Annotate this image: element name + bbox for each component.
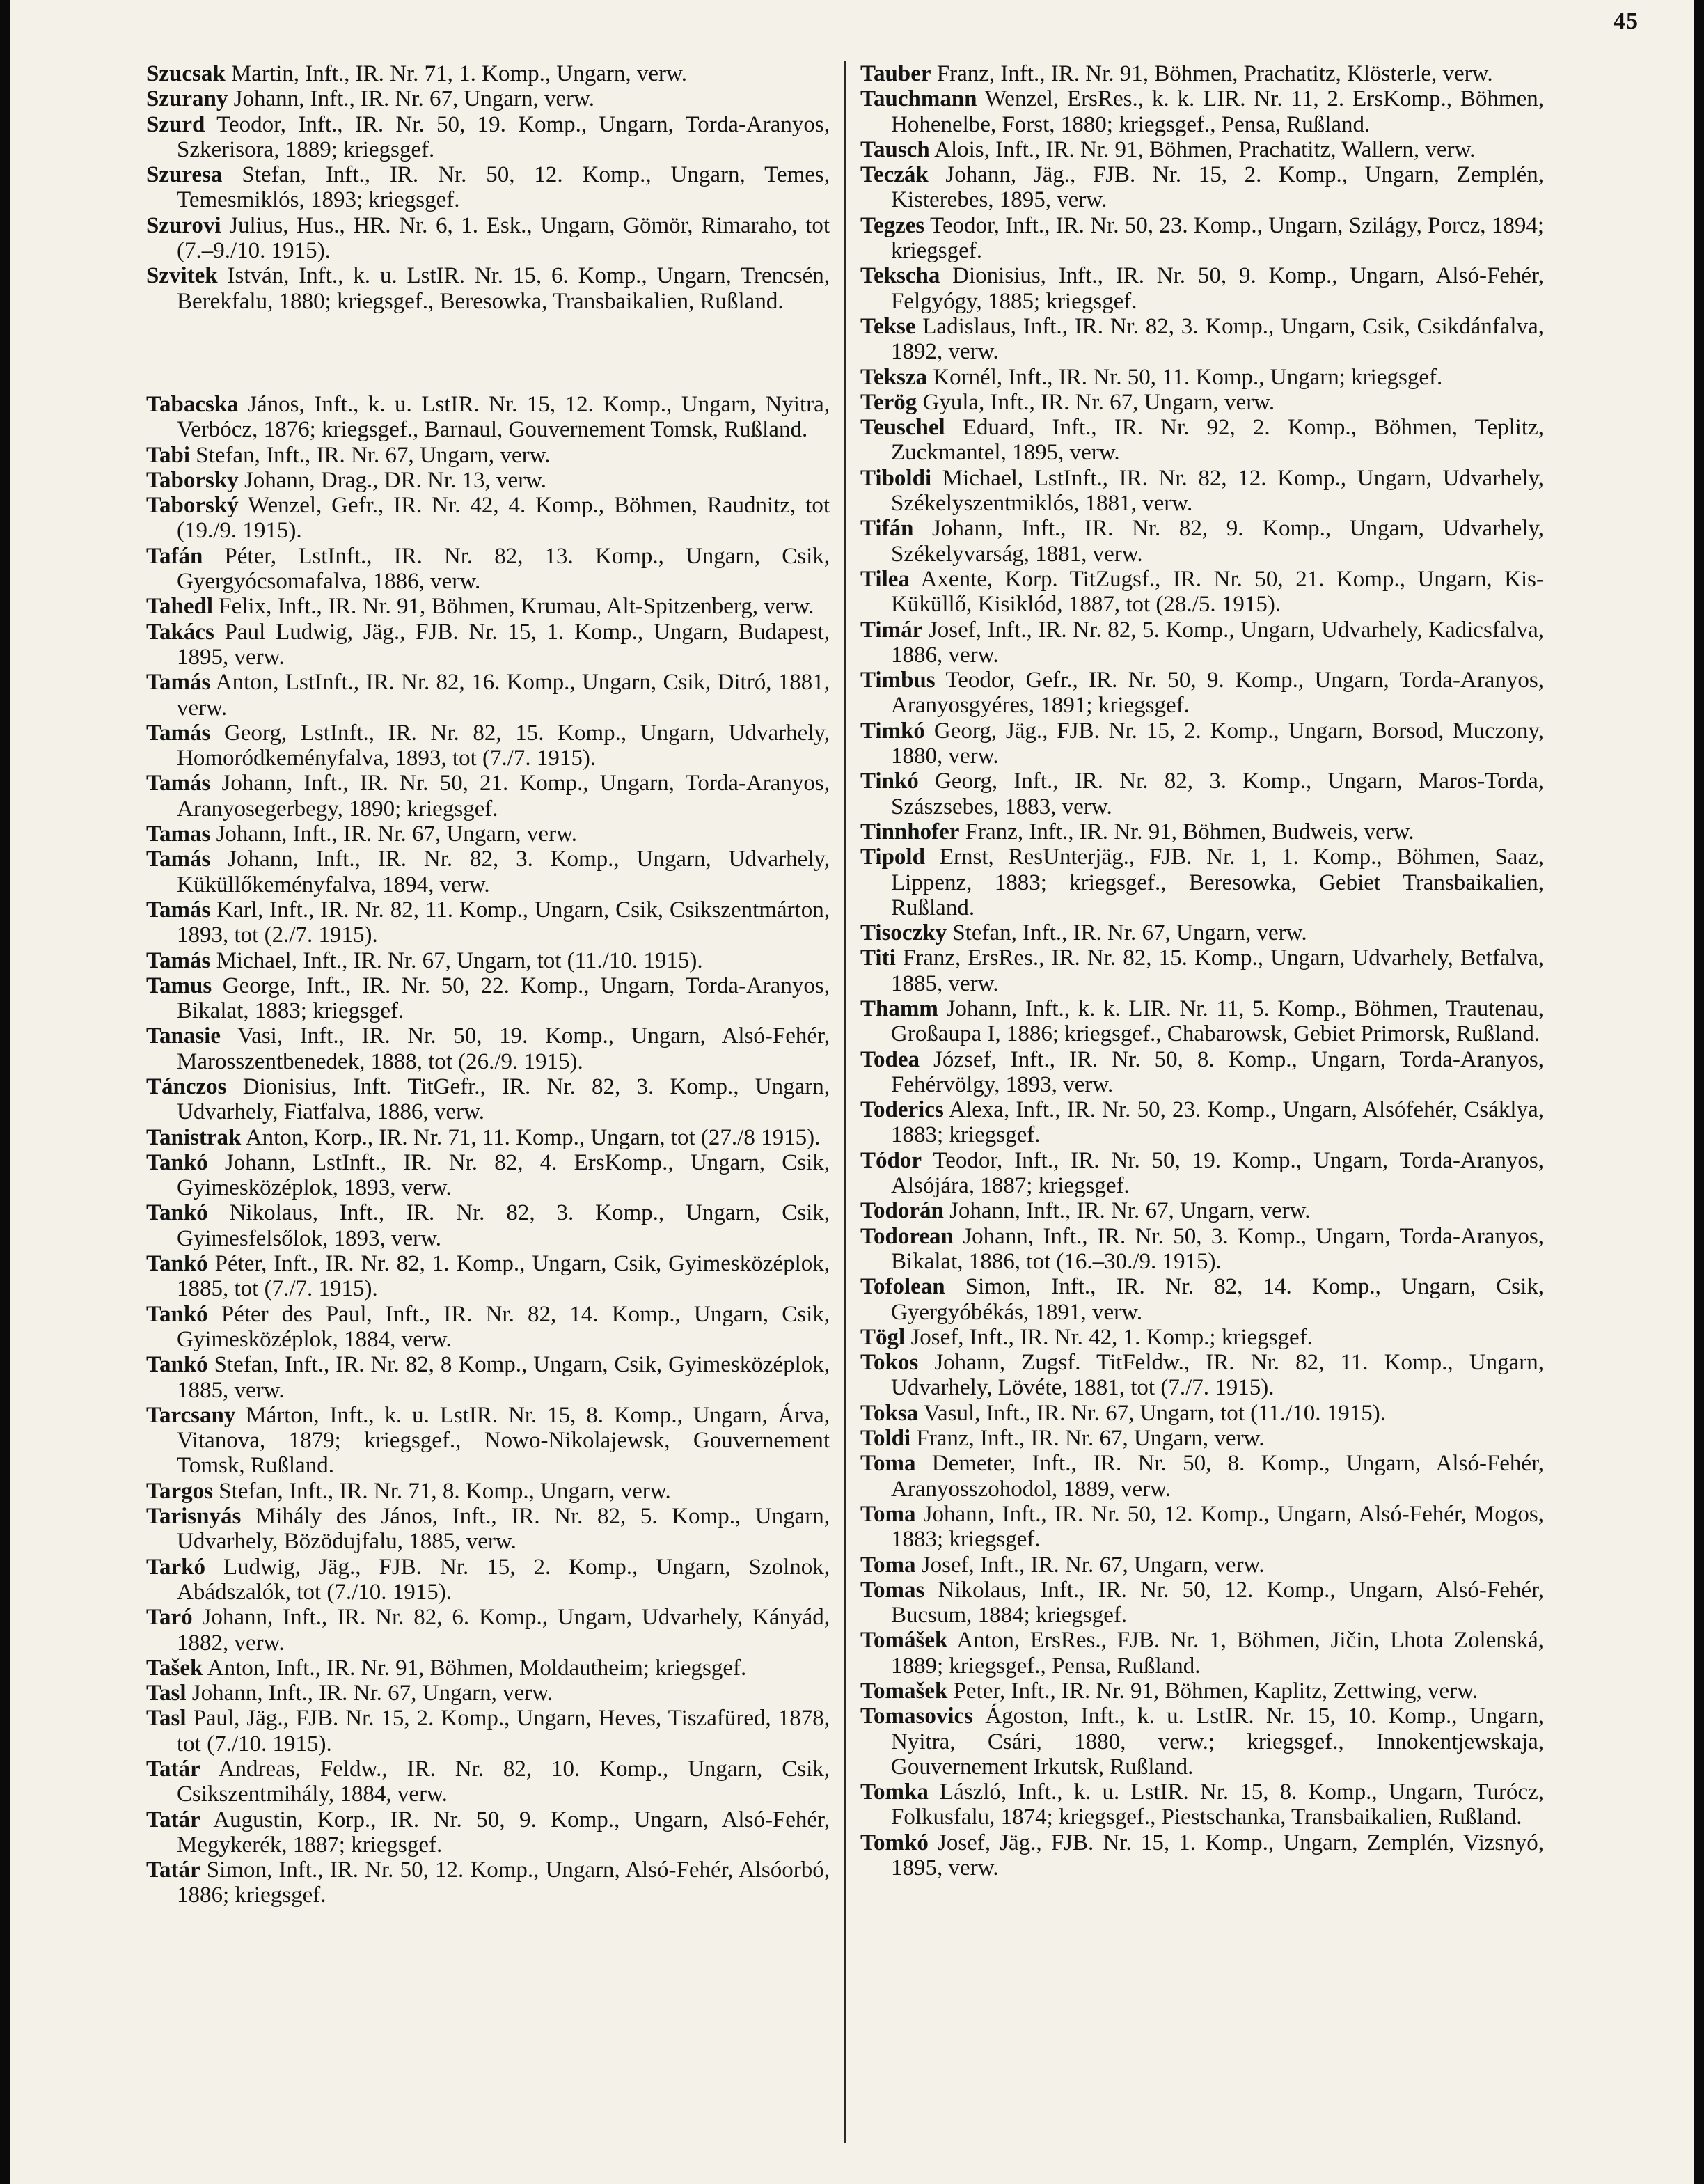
entry-details: Johann, Inft., IR. Nr. 67, Ungarn, verw.	[943, 1198, 1311, 1224]
surname: Tegzes	[860, 212, 925, 238]
roster-entry	[146, 1857, 830, 1908]
surname: Tamás	[146, 771, 211, 796]
roster-entry	[860, 819, 1544, 844]
document-page	[10, 0, 1694, 2184]
surname: Taborsky	[146, 467, 239, 493]
entry-details: Johann, Inft., IR. Nr. 82, 9. Komp., Ungarn, Udvarhely, Székelyvarság, 1881, verw.	[891, 516, 1544, 567]
surname: Tamás	[146, 670, 211, 696]
surname: Taró	[146, 1605, 193, 1631]
entry-details: Péter, LstInft., IR. Nr. 82, 13. Komp., Ungarn, Csik, Gyergyócsomafalva, 1886, verw.	[177, 543, 830, 595]
surname: Tašek	[146, 1655, 203, 1681]
surname: Teksza	[860, 364, 927, 390]
roster-entry	[860, 137, 1544, 162]
surname: Tamas	[146, 822, 211, 847]
entry-details: Johann, Zugsf. TitFeldw., IR. Nr. 82, 11. Komp., Ungarn, Udvarhely, Lövéte, 1881, tot (7./7. 1915).	[891, 1350, 1544, 1401]
roster-entry	[146, 973, 830, 1024]
surname: Szucsak	[146, 61, 226, 86]
surname: Tatár	[146, 1807, 200, 1832]
entry-details: Demeter, Inft., IR. Nr. 50, 8. Komp., Ungarn, Alsó-Fehér, Aranyosszohodol, 1889, verw.	[891, 1451, 1544, 1502]
roster-entry	[860, 86, 1544, 137]
entry-details: Teodor, Inft., IR. Nr. 50, 23. Komp., Ungarn, Szilágy, Porcz, 1894; kriegsgef.	[891, 212, 1544, 264]
roster-entry	[860, 415, 1544, 466]
surname: Tamás	[146, 847, 211, 872]
roster-entry	[860, 567, 1544, 618]
entry-details: Axente, Korp. TitZugsf., IR. Nr. 50, 21. Komp., Ungarn, Kis-Küküllő, Kisiklód, 1887, tot (28./5. 1915).	[891, 566, 1544, 618]
surname: Tamás	[146, 897, 211, 922]
entry-details: Johann, Inft., IR. Nr. 50, 21. Komp., Ungarn, Torda-Aranyos, Aranyosegerbegy, 1890; kriegsgef.	[177, 771, 830, 822]
surname: Tankó	[146, 1301, 208, 1327]
roster-entry	[146, 620, 830, 670]
roster-entry	[146, 544, 830, 595]
entry-details: Michael, LstInft., IR. Nr. 82, 12. Komp., Ungarn, Udvarhely, Székelyszentmiklós, 1881, verw.	[891, 465, 1544, 517]
roster-entry	[860, 1578, 1544, 1628]
surname: Toma	[860, 1552, 916, 1578]
surname: Tamás	[146, 948, 211, 973]
roster-entry	[146, 594, 830, 619]
roster-entry	[146, 61, 830, 86]
entry-details: Johann, Inft., IR. Nr. 82, 3. Komp., Ungarn, Udvarhely, Küküllőkeményfalva, 1894, verw.	[177, 847, 830, 897]
entry-details: Nikolaus, Inft., IR. Nr. 82, 3. Komp., Ungarn, Csik, Gyimesfelsőlok, 1893, verw.	[177, 1200, 830, 1251]
entry-details: Ludwig, Jäg., FJB. Nr. 15, 2. Komp., Ungarn, Szolnok, Abádszalók, tot (7./10. 1915).	[177, 1554, 830, 1605]
entry-details: Franz, Inft., IR. Nr. 91, Böhmen, Prachatitz, Klösterle, verw.	[931, 61, 1493, 86]
roster-entry	[860, 1451, 1544, 1502]
entry-details: János, Inft., k. u. LstIR. Nr. 15, 12. Komp., Ungarn, Nyitra, Verbócz, 1876; kriegsgef., Barnaul, Gouvernement Tomsk, Rußland.	[177, 391, 830, 443]
roster-entry	[860, 1325, 1544, 1350]
roster-entry	[146, 263, 830, 314]
roster-entry	[146, 1807, 830, 1858]
surname: Tanistrak	[146, 1124, 242, 1150]
roster-entry	[860, 1502, 1544, 1553]
surname: Tánczos	[146, 1074, 227, 1099]
roster-entry	[146, 1681, 830, 1706]
entry-details: Franz, Inft., IR. Nr. 67, Ungarn, verw.	[910, 1426, 1265, 1452]
roster-entry	[860, 1830, 1544, 1881]
surname: Tamás	[146, 720, 211, 746]
entry-details: Johann, Jäg., FJB. Nr. 15, 2. Komp., Ungarn, Zemplén, Kisterebes, 1895, verw.	[891, 162, 1544, 213]
entry-details: Franz, Inft., IR. Nr. 91, Böhmen, Budweis, verw.	[959, 819, 1414, 844]
roster-entry	[146, 670, 830, 721]
surname: Timbus	[860, 668, 936, 693]
entry-details: Johann, Inft., IR. Nr. 50, 3. Komp., Ungarn, Torda-Aranyos, Bikalat, 1886, tot (16.–30./9. 1915).	[891, 1223, 1544, 1274]
surname: Tomašek	[860, 1679, 948, 1704]
surname: Tomas	[860, 1577, 925, 1603]
entry-details: Gyula, Inft., IR. Nr. 67, Ungarn, verw.	[917, 389, 1275, 415]
roster-entry	[860, 1274, 1544, 1325]
roster-entry	[146, 162, 830, 213]
roster-entry	[860, 1780, 1544, 1830]
surname: Toldi	[860, 1426, 911, 1452]
entry-details: Mihály des János, Inft., IR. Nr. 82, 5. Komp., Ungarn, Udvarhely, Bözödujfalu, 1885, verw.	[177, 1504, 830, 1555]
surname: Tomasovics	[860, 1704, 973, 1729]
entry-details: Anton, LstInft., IR. Nr. 82, 16. Komp., Ungarn, Csik, Ditró, 1881, verw.	[177, 670, 830, 721]
surname: Teczák	[860, 162, 929, 188]
surname: Toksa	[860, 1400, 919, 1426]
surname: Tiboldi	[860, 465, 932, 491]
entry-details: Ágoston, Inft., k. u. LstIR. Nr. 15, 10. Komp., Ungarn, Nyitra, Csári, 1880, verw.; kriegsgef., Innokentjewskaja, Gouvernement Irkutsk, Rußland.	[891, 1704, 1544, 1780]
surname: Tamus	[146, 973, 212, 998]
surname: Tausch	[860, 136, 930, 162]
left-entries-block-1	[146, 61, 830, 314]
surname: Tankó	[146, 1251, 208, 1277]
entry-details: Péter, Inft., IR. Nr. 82, 1. Komp., Ungarn, Csik, Gyimesközéplok, 1885, tot (7./7. 1915).	[177, 1251, 830, 1302]
entry-details: Simon, Inft., IR. Nr. 50, 12. Komp., Ungarn, Alsó-Fehér, Alsóorbó, 1886; kriegsgef.	[177, 1857, 830, 1908]
entry-details: Paul Ludwig, Jäg., FJB. Nr. 15, 1. Komp., Ungarn, Budapest, 1895, verw.	[177, 619, 830, 670]
entry-details: Anton, Inft., IR. Nr. 91, Böhmen, Moldautheim; kriegsgef.	[203, 1655, 747, 1681]
surname: Tipold	[860, 844, 925, 870]
surname: Tanasie	[146, 1023, 221, 1049]
roster-entry	[860, 1679, 1544, 1704]
surname: Tankó	[146, 1352, 208, 1378]
surname: Tomka	[860, 1780, 929, 1805]
roster-entry	[860, 769, 1544, 819]
entry-details: Wenzel, ErsRes., k. k. LIR. Nr. 11, 2. ErsKomp., Böhmen, Hohenelbe, Forst, 1880; kriegsgef., Pensa, Rußland.	[891, 86, 1544, 137]
surname: Tahedl	[146, 594, 214, 620]
entry-details: Georg, LstInft., IR. Nr. 82, 15. Komp., Ungarn, Udvarhely, Homoródkeményfalva, 1893, tot (7./7. 1915).	[177, 720, 830, 771]
entry-details: Wenzel, Gefr., IR. Nr. 42, 4. Komp., Böhmen, Raudnitz, tot (19./9. 1915).	[177, 493, 830, 544]
roster-entry	[146, 1656, 830, 1681]
entry-details: Georg, Jäg., FJB. Nr. 15, 2. Komp., Ungarn, Borsod, Muczony, 1880, verw.	[891, 718, 1544, 769]
entry-details: Vasi, Inft., IR. Nr. 50, 19. Komp., Ungarn, Alsó-Fehér, Marosszentbenedek, 1888, tot (26./9. 1915).	[177, 1023, 830, 1074]
roster-entry	[860, 61, 1544, 86]
page-number: 45	[1614, 8, 1639, 34]
roster-entry	[146, 468, 830, 493]
surname: Tarisnyás	[146, 1504, 242, 1530]
right-entries-block	[860, 61, 1544, 1880]
surname: Timkó	[860, 718, 925, 744]
entry-details: Karl, Inft., IR. Nr. 82, 11. Komp., Ungarn, Csik, Csikszentmárton, 1893, tot (2./7. 1915).	[177, 897, 830, 948]
entry-details: Andreas, Feldw., IR. Nr. 82, 10. Komp., Ungarn, Csik, Csikszentmihály, 1884, verw.	[177, 1757, 830, 1807]
roster-entry	[860, 162, 1544, 213]
entry-details: Teodor, Inft., IR. Nr. 50, 19. Komp., Ungarn, Torda-Aranyos, Szkerisora, 1889; kriegsgef.	[177, 111, 830, 162]
entry-details: Johann, Inft., IR. Nr. 67, Ungarn, verw.	[228, 86, 595, 112]
entry-details: Ladislaus, Inft., IR. Nr. 82, 3. Komp., Ungarn, Csik, Csikdánfalva, 1892, verw.	[891, 313, 1544, 365]
surname: Targos	[146, 1478, 213, 1504]
roster-entry	[860, 668, 1544, 718]
surname: Tauchmann	[860, 86, 977, 112]
surname: Tifán	[860, 516, 914, 542]
roster-entry	[146, 112, 830, 163]
roster-entry	[146, 721, 830, 771]
surname: Szurovi	[146, 212, 221, 238]
entry-details: Anton, Korp., IR. Nr. 71, 11. Komp., Ungarn, tot (27./8 1915).	[241, 1124, 821, 1150]
surname: Szuresa	[146, 162, 223, 188]
roster-entry	[146, 1352, 830, 1403]
roster-entry	[146, 1757, 830, 1807]
roster-entry	[146, 1605, 830, 1656]
entry-details: Johann, Inft., IR. Nr. 50, 12. Komp., Ungarn, Alsó-Fehér, Mogos, 1883; kriegsgef.	[891, 1501, 1544, 1553]
entry-details: József, Inft., IR. Nr. 50, 8. Komp., Ungarn, Torda-Aranyos, Fehérvölgy, 1893, verw.	[891, 1046, 1544, 1097]
roster-entry	[860, 996, 1544, 1047]
entry-details: Stefan, Inft., IR. Nr. 82, 8 Komp., Ungarn, Csik, Gyimesközéplok, 1885, verw.	[177, 1352, 830, 1403]
roster-entry	[146, 847, 830, 897]
roster-entry	[146, 1302, 830, 1353]
roster-entry	[146, 1706, 830, 1757]
roster-entry	[146, 1504, 830, 1555]
surname: Tekscha	[860, 263, 940, 289]
roster-entry	[146, 1023, 830, 1074]
entry-details: Felix, Inft., IR. Nr. 91, Böhmen, Krumau, Alt-Spitzenberg, verw.	[213, 594, 814, 620]
roster-entry	[860, 1350, 1544, 1401]
entry-details: Michael, Inft., IR. Nr. 67, Ungarn, tot (11./10. 1915).	[210, 948, 703, 973]
surname: Thamm	[860, 996, 938, 1021]
roster-entry	[860, 1401, 1544, 1426]
surname: Toderics	[860, 1097, 944, 1123]
entry-details: Márton, Inft., k. u. LstIR. Nr. 15, 8. Komp., Ungarn, Árva, Vitanova, 1879; kriegsgef., Nowo-Nikolajewsk, Gouvernement Tomsk, Rußland.	[177, 1402, 830, 1479]
roster-entry	[860, 1628, 1544, 1679]
surname: Tarkó	[146, 1554, 205, 1580]
entry-details: Josef, Inft., IR. Nr. 67, Ungarn, verw.	[915, 1552, 1265, 1578]
roster-entry	[860, 1704, 1544, 1780]
surname: Szurd	[146, 111, 205, 137]
surname: Tafán	[146, 543, 203, 569]
surname: Tilea	[860, 566, 910, 592]
section-gap	[146, 314, 830, 392]
surname: Tankó	[146, 1149, 208, 1175]
entry-details: Simon, Inft., IR. Nr. 82, 14. Komp., Ungarn, Csik, Gyergyóbékás, 1891, verw.	[891, 1274, 1544, 1325]
surname: Tomkó	[860, 1830, 929, 1855]
surname: Titi	[860, 945, 896, 971]
roster-entry	[860, 516, 1544, 567]
roster-entry	[146, 443, 830, 468]
roster-entry	[860, 844, 1544, 920]
surname: Tankó	[146, 1200, 208, 1226]
entry-details: Dionisius, Inft., IR. Nr. 50, 9. Komp., Ungarn, Alsó-Fehér, Felgyógy, 1885; kriegsgef.	[891, 263, 1544, 314]
roster-entry	[860, 1198, 1544, 1223]
entry-details: Teodor, Inft., IR. Nr. 50, 19. Komp., Ungarn, Torda-Aranyos, Alsójára, 1887; kriegsgef.	[891, 1147, 1544, 1199]
surname: Teuschel	[860, 415, 945, 441]
entry-details: István, Inft., k. u. LstIR. Nr. 15, 6. Komp., Ungarn, Trencsén, Berekfalu, 1880; kriegsgef., Beresowka, Transbaikalien, Rußland.	[177, 263, 830, 314]
entry-details: Ernst, ResUnterjäg., FJB. Nr. 1, 1. Komp., Böhmen, Saaz, Lippenz, 1883; kriegsgef., Beresowka, Gebiet Transbaikalien, Rußland.	[891, 844, 1544, 920]
surname: Tabi	[146, 442, 191, 468]
right-column	[860, 61, 1544, 1880]
roster-entry	[860, 365, 1544, 390]
roster-entry	[146, 86, 830, 111]
entry-details: Josef, Inft., IR. Nr. 42, 1. Komp.; kriegsgef.	[905, 1324, 1313, 1350]
entry-details: Paul, Jäg., FJB. Nr. 15, 2. Komp., Ungarn, Heves, Tiszafüred, 1878, tot (7./10. 1915).	[177, 1706, 830, 1757]
roster-entry	[860, 466, 1544, 517]
roster-entry	[860, 213, 1544, 264]
roster-entry	[860, 1097, 1544, 1148]
entry-details: Augustin, Korp., IR. Nr. 50, 9. Komp., Ungarn, Alsó-Fehér, Megykerék, 1887; kriegsgef.	[177, 1807, 830, 1857]
entry-details: Stefan, Inft., IR. Nr. 50, 12. Komp., Ungarn, Temes, Temesmiklós, 1893; kriegsgef.	[177, 162, 830, 213]
surname: Takács	[146, 619, 214, 645]
roster-entry	[146, 948, 830, 973]
entry-details: Martin, Inft., IR. Nr. 71, 1. Komp., Ungarn, verw.	[225, 61, 687, 86]
entry-details: Péter des Paul, Inft., IR. Nr. 82, 14. Komp., Ungarn, Csik, Gyimesközéplok, 1884, verw.	[177, 1301, 830, 1352]
surname: Toma	[860, 1451, 916, 1477]
entry-details: Johann, Inft., IR. Nr. 82, 6. Komp., Ungarn, Udvarhely, Kányád, 1882, verw.	[177, 1605, 830, 1656]
entry-details: George, Inft., IR. Nr. 50, 22. Komp., Ungarn, Torda-Aranyos, Bikalat, 1883; kriegsgef.	[177, 973, 830, 1024]
roster-entry	[860, 1224, 1544, 1275]
surname: Tekse	[860, 313, 916, 339]
surname: Tisoczky	[860, 920, 947, 946]
roster-entry	[146, 771, 830, 822]
surname: Terög	[860, 389, 917, 415]
surname: Tomášek	[860, 1628, 948, 1653]
surname: Tasl	[146, 1681, 187, 1706]
roster-entry	[860, 920, 1544, 945]
roster-entry	[146, 493, 830, 544]
surname: Tögl	[860, 1324, 906, 1350]
surname: Todea	[860, 1046, 920, 1072]
roster-entry	[860, 1148, 1544, 1199]
entry-details: Stefan, Inft., IR. Nr. 67, Ungarn, verw.	[947, 920, 1307, 946]
surname: Tinkó	[860, 769, 919, 794]
roster-entry	[860, 1047, 1544, 1098]
surname: Todorán	[860, 1198, 944, 1224]
roster-entry	[146, 1403, 830, 1479]
surname: Tabacska	[146, 391, 239, 417]
roster-entry	[860, 618, 1544, 668]
surname: Szurany	[146, 86, 228, 112]
roster-entry	[860, 390, 1544, 415]
surname: Taborský	[146, 493, 239, 519]
entry-details: Johann, Inft., IR. Nr. 67, Ungarn, verw.	[186, 1681, 553, 1706]
entry-details: Vasul, Inft., IR. Nr. 67, Ungarn, tot (11./10. 1915).	[918, 1400, 1387, 1426]
surname: Tofolean	[860, 1274, 945, 1300]
surname: Tinnhofer	[860, 819, 960, 844]
entry-details: Alexa, Inft., IR. Nr. 50, 23. Komp., Ungarn, Alsófehér, Csáklya, 1883; kriegsgef.	[891, 1097, 1544, 1148]
entry-details: Dionisius, Inft. TitGefr., IR. Nr. 82, 3. Komp., Ungarn, Udvarhely, Fiatfalva, 1886, verw.	[177, 1074, 830, 1125]
roster-entry	[860, 314, 1544, 365]
entry-details: László, Inft., k. u. LstIR. Nr. 15, 8. Komp., Ungarn, Turócz, Folkusfalu, 1874; kriegsgef., Piestschanka, Transbaikalien, Rußland.	[891, 1780, 1544, 1830]
surname: Tatár	[146, 1757, 200, 1782]
entry-details: Johann, LstInft., IR. Nr. 82, 4. ErsKomp., Ungarn, Csik, Gyimesközéplok, 1893, verw.	[177, 1149, 830, 1201]
roster-entry	[860, 1553, 1544, 1578]
surname: Tarcsany	[146, 1402, 236, 1428]
entry-details: Johann, Inft., k. k. LIR. Nr. 11, 5. Komp., Böhmen, Trautenau, Großaupa I, 1886; kriegsgef., Chabarowsk, Gebiet Primorsk, Rußland.	[891, 996, 1544, 1047]
entry-details: Julius, Hus., HR. Nr. 6, 1. Esk., Ungarn, Gömör, Rimaraho, tot (7.–9./10. 1915).	[177, 212, 830, 264]
roster-entry	[146, 897, 830, 948]
column-divider	[844, 61, 846, 2143]
entry-details: Alois, Inft., IR. Nr. 91, Böhmen, Prachatitz, Wallern, verw.	[929, 136, 1476, 162]
entry-details: Josef, Inft., IR. Nr. 82, 5. Komp., Ungarn, Udvarhely, Kadicsfalva, 1886, verw.	[891, 617, 1544, 668]
roster-entry	[146, 213, 830, 264]
roster-entry	[146, 392, 830, 443]
entry-details: Franz, ErsRes., IR. Nr. 82, 15. Komp., Ungarn, Udvarhely, Betfalva, 1885, verw.	[891, 945, 1544, 996]
roster-entry	[146, 1555, 830, 1605]
surname: Todorean	[860, 1223, 954, 1249]
roster-entry	[860, 1426, 1544, 1451]
roster-entry	[146, 1125, 830, 1150]
surname: Szvitek	[146, 263, 218, 289]
entry-details: Georg, Inft., IR. Nr. 82, 3. Komp., Ungarn, Maros-Torda, Szászsebes, 1883, verw.	[891, 769, 1544, 819]
roster-entry	[860, 718, 1544, 769]
roster-entry	[860, 263, 1544, 314]
entry-details: Stefan, Inft., IR. Nr. 71, 8. Komp., Ungarn, verw.	[212, 1478, 671, 1504]
entry-details: Stefan, Inft., IR. Nr. 67, Ungarn, verw.	[190, 442, 551, 468]
entry-details: Johann, Inft., IR. Nr. 67, Ungarn, verw.	[210, 822, 578, 847]
entry-details: Nikolaus, Inft., IR. Nr. 50, 12. Komp., Ungarn, Alsó-Fehér, Bucsum, 1884; kriegsgef.	[891, 1577, 1544, 1628]
left-entries-block-2	[146, 392, 830, 1908]
surname: Toma	[860, 1501, 916, 1527]
entry-details: Kornél, Inft., IR. Nr. 50, 11. Komp., Ungarn; kriegsgef.	[926, 364, 1443, 390]
roster-entry	[146, 1074, 830, 1125]
roster-entry	[146, 822, 830, 847]
surname: Tatár	[146, 1857, 200, 1883]
roster-entry	[860, 945, 1544, 996]
surname: Tasl	[146, 1706, 187, 1731]
roster-entry	[146, 1150, 830, 1201]
surname: Tódor	[860, 1147, 922, 1173]
entry-details: Peter, Inft., IR. Nr. 91, Böhmen, Kaplitz, Zettwing, verw.	[947, 1679, 1478, 1704]
surname: Tauber	[860, 61, 931, 86]
entry-details: Josef, Jäg., FJB. Nr. 15, 1. Komp., Ungarn, Zemplén, Vizsnyó, 1895, verw.	[891, 1830, 1544, 1881]
entry-details: Anton, ErsRes., FJB. Nr. 1, Böhmen, Jičin, Lhota Zolenská, 1889; kriegsgef., Pensa, Rußland.	[891, 1628, 1544, 1679]
entry-details: Johann, Drag., DR. Nr. 13, verw.	[238, 467, 547, 493]
roster-entry	[146, 1479, 830, 1504]
roster-entry	[146, 1200, 830, 1251]
entry-details: Teodor, Gefr., IR. Nr. 50, 9. Komp., Ungarn, Torda-Aranyos, Aranyosgyéres, 1891; kriegsgef.	[891, 668, 1544, 718]
surname: Tokos	[860, 1350, 919, 1376]
surname: Timár	[860, 617, 923, 643]
roster-entry	[146, 1251, 830, 1302]
entry-details: Eduard, Inft., IR. Nr. 92, 2. Komp., Böhmen, Teplitz, Zuckmantel, 1895, verw.	[891, 415, 1544, 466]
left-column	[146, 61, 830, 1908]
